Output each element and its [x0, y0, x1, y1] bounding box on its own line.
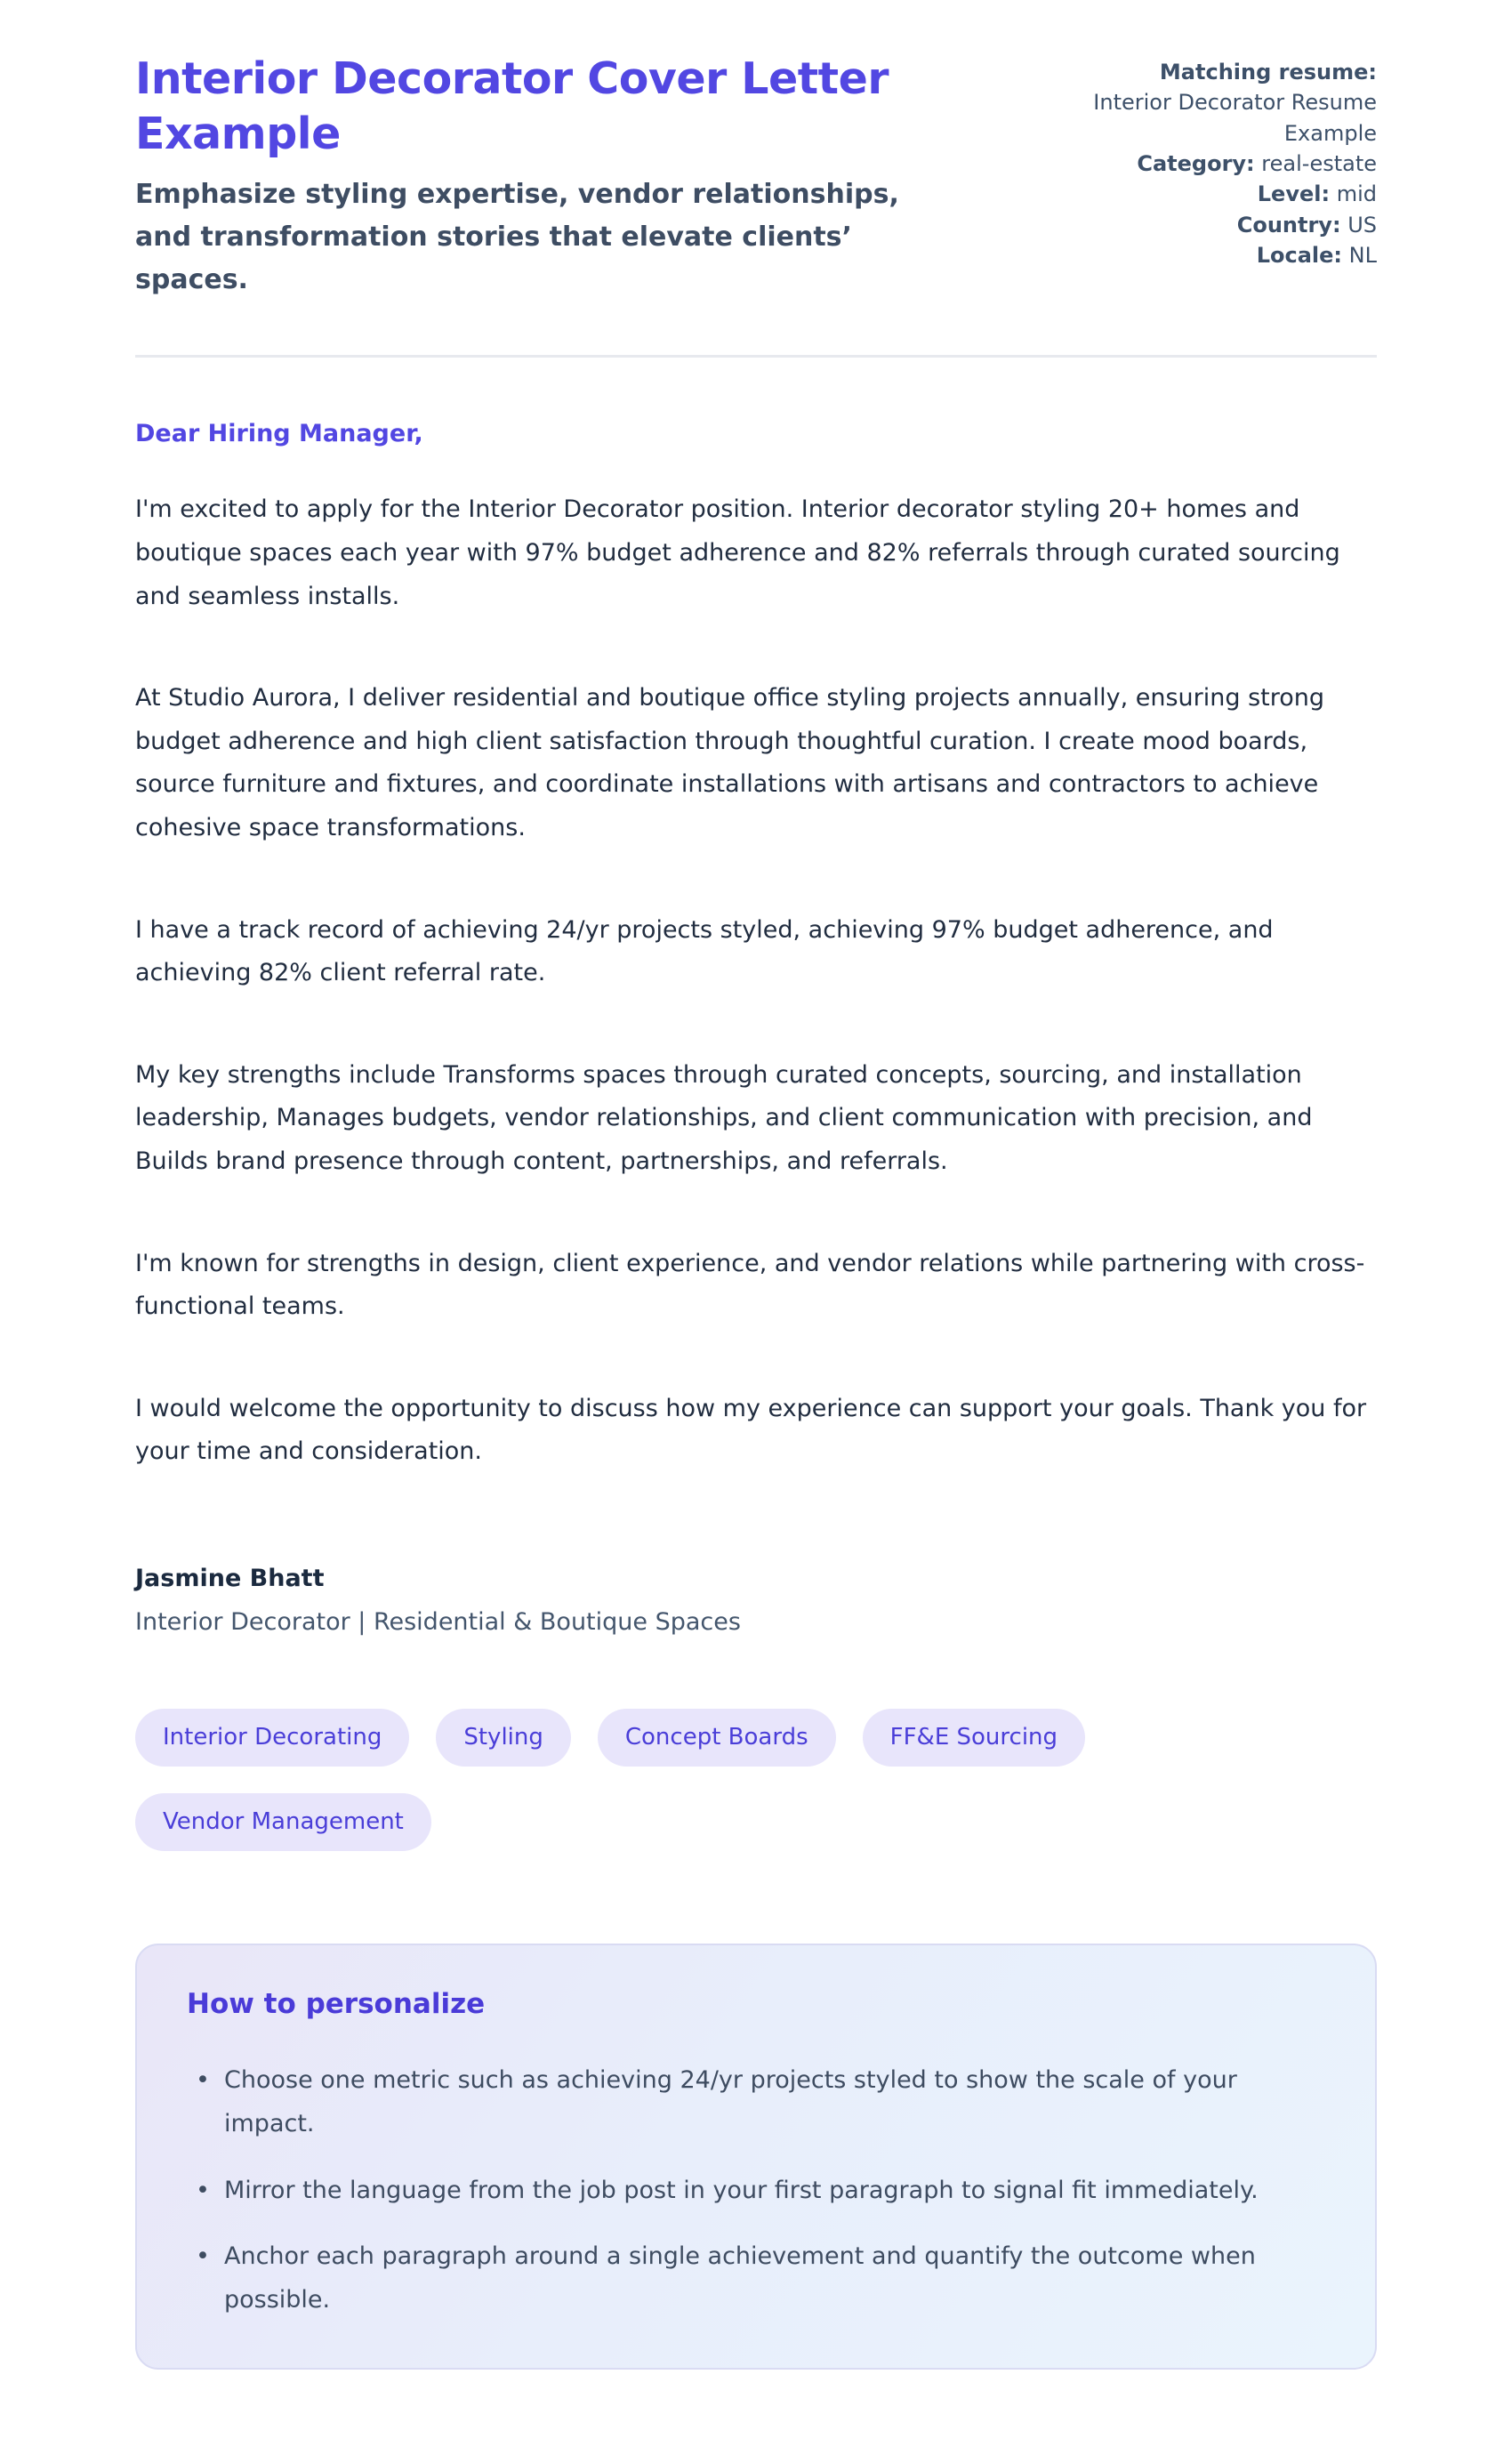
letter-paragraph-2: At Studio Aurora, I deliver residential and boutique office styling projects annually, ensuring strong budget adherence and high client satisfaction through thoughtful curation. I create mood boards, source furniture and fixtures, and coordinate installations with artisans and contractors to achieve cohesive space transformations.	[135, 684, 1325, 842]
tip-item-3: • Anchor each paragraph around a single achievement and quantify the outcome when possible.	[187, 2235, 1290, 2322]
page-header	[135, 52, 1377, 302]
meta-category-value: real-estate	[1261, 150, 1377, 176]
signature-block	[135, 1565, 1377, 1636]
meta-locale	[1012, 240, 1377, 270]
meta-matching-resume-label: Matching resume:	[1159, 60, 1377, 85]
letter-paragraph-5: I'm known for strengths in design, client experience, and vendor relations while partnering with cross-functional teams.	[135, 1249, 1365, 1321]
signature-name: Jasmine Bhatt	[135, 1564, 325, 1592]
tag-ffe-sourcing[interactable]: FF&E Sourcing	[863, 1709, 1085, 1767]
tag-vendor-management[interactable]: Vendor Management	[135, 1793, 431, 1851]
cover-letter-page	[135, 0, 1377, 2455]
meta-category	[1012, 149, 1377, 179]
letter-greeting: Dear Hiring Manager,	[135, 420, 423, 448]
meta-level	[1012, 179, 1377, 209]
meta-matching-resume	[1012, 57, 1377, 149]
letter-paragraph-4: My key strengths include Transforms spaces through curated concepts, sourcing, and installation leadership, Manages budgets, vendor relationships, and client communication with precision, and Builds brand presence through content, partnerships, and referrals.	[135, 1060, 1313, 1175]
header-title-block	[135, 52, 1012, 302]
signature-role: Interior Decorator | Residential & Boutique Spaces	[135, 1607, 741, 1636]
tag-interior-decorating[interactable]: Interior Decorating	[135, 1709, 409, 1767]
letter-paragraph-6: I would welcome the opportunity to discuss how my experience can support your goals. Thank you for your time and consideration.	[135, 1394, 1367, 1466]
tag-styling[interactable]: Styling	[436, 1709, 571, 1767]
meta-matching-resume-value: Interior Decorator Resume Example	[1093, 90, 1377, 146]
tips-list	[187, 2059, 1325, 2322]
letter-paragraph-3: I have a track record of achieving 24/yr projects styled, achieving 97% budget adherence, and achieving 82% client referral rate.	[135, 915, 1274, 987]
letter-paragraph-1: I'm excited to apply for the Interior Decorator position. Interior decorator styling 20+ homes and boutique spaces each year with 97% budget adherence and 82% referrals through curated sourcing and seamless installs.	[135, 495, 1340, 610]
letter-body	[135, 420, 1377, 1636]
meta-country	[1012, 210, 1377, 240]
meta-country-value: US	[1347, 212, 1377, 237]
page-title: Interior Decorator Cover Letter Example	[135, 53, 889, 159]
meta-locale-value: NL	[1348, 242, 1377, 268]
meta-level-label: Level:	[1257, 181, 1331, 207]
meta-level-value: mid	[1336, 181, 1377, 207]
header-divider	[135, 355, 1377, 358]
meta-locale-label: Locale:	[1256, 242, 1343, 268]
page-subtitle: Emphasize styling expertise, vendor relationships, and transformation stories that elevate clients’ spaces.	[135, 179, 899, 296]
skill-tags-row	[135, 1709, 1377, 1851]
tip-item-2: • Mirror the language from the job post in your first paragraph to signal fit immediately.	[187, 2169, 1290, 2213]
meta-category-label: Category:	[1137, 150, 1255, 176]
personalize-tips-box	[135, 1944, 1377, 2370]
tag-concept-boards[interactable]: Concept Boards	[598, 1709, 836, 1767]
tip-item-1: • Choose one metric such as achieving 24/yr projects styled to show the scale of your impact.	[187, 2059, 1290, 2145]
resume-meta-panel	[1012, 57, 1377, 270]
meta-country-label: Country:	[1236, 212, 1341, 237]
tips-heading: How to personalize	[187, 1988, 486, 2021]
